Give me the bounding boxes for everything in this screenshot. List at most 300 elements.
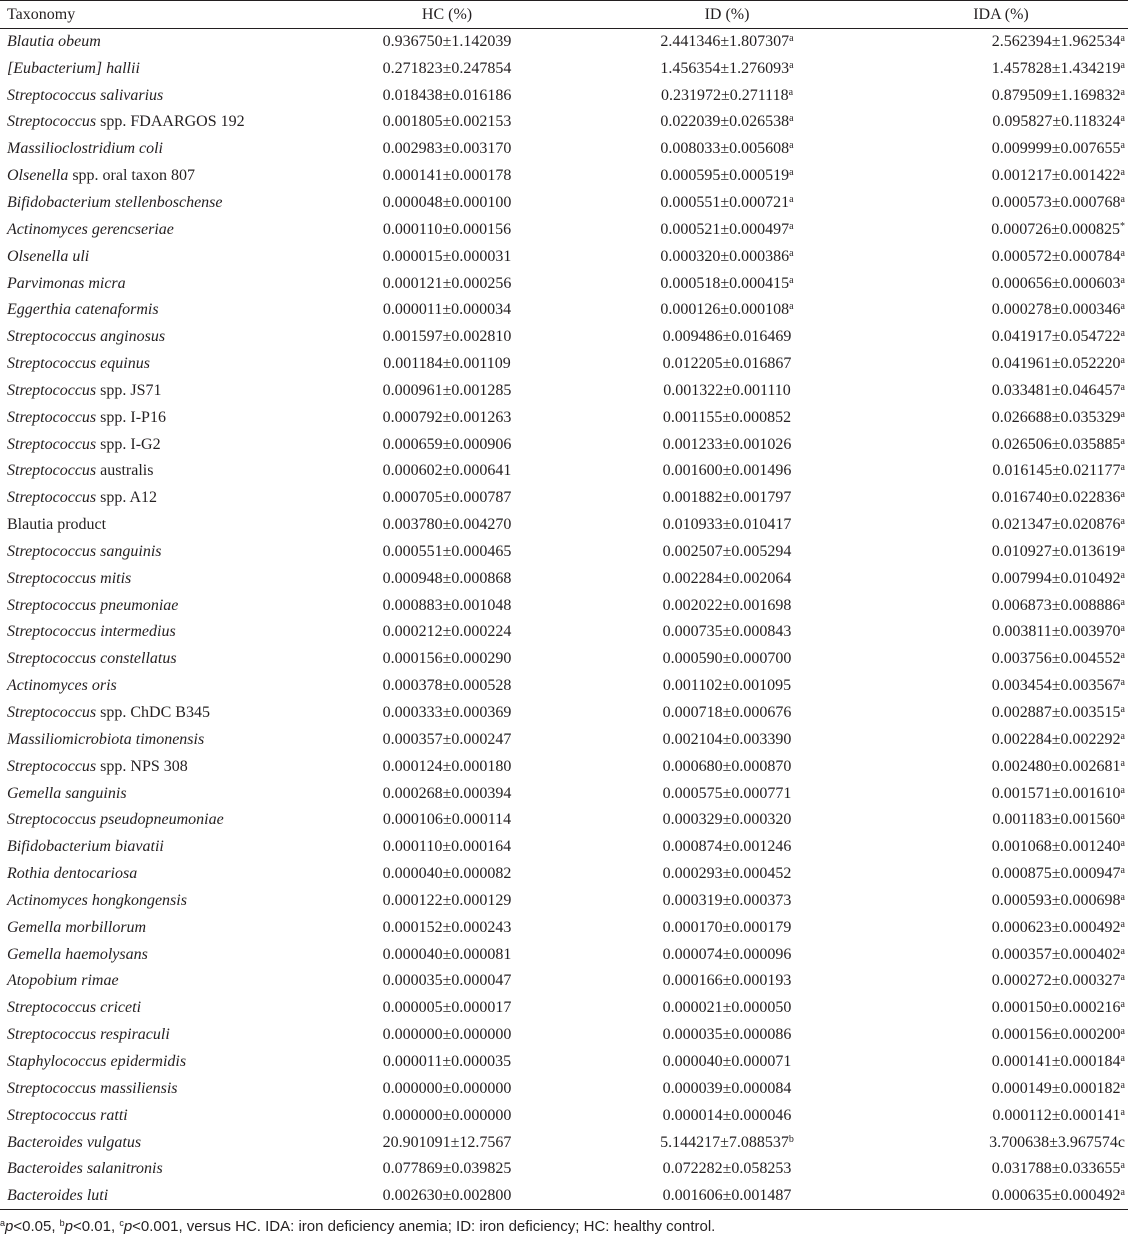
table-header-row (0, 1, 1128, 29)
ida-significance-mark: a (1120, 569, 1125, 581)
ida-cell (867, 1075, 1128, 1102)
footnote-c-mark: c (119, 1218, 124, 1228)
ida-cell (867, 646, 1128, 673)
id-value: 0.000595±0.000519 (660, 167, 790, 185)
id-value: 0.002104±0.003390 (662, 730, 792, 748)
id-value: 0.002022±0.001698 (662, 596, 792, 614)
taxon-italic-name: Atopobium rimae (7, 972, 119, 990)
ida-value: 0.000112±0.000141 (992, 1106, 1121, 1124)
table-row (0, 324, 1128, 351)
taxonomy-cell (0, 941, 307, 968)
taxonomy-cell (0, 190, 307, 217)
table-row (0, 163, 1128, 190)
ida-cell (867, 726, 1128, 753)
id-cell (587, 995, 867, 1022)
ida-significance-mark: a (1120, 408, 1125, 420)
hc-value: 0.271823±0.247854 (382, 59, 512, 77)
hc-cell (307, 941, 587, 968)
ida-value: 0.000726±0.000825 (991, 220, 1120, 238)
taxon-italic-name: Streptococcus (7, 113, 97, 131)
ida-cell (867, 324, 1128, 351)
hc-cell (307, 914, 587, 941)
hc-cell (307, 297, 587, 324)
id-cell (587, 646, 867, 673)
id-value: 0.000874±0.001246 (662, 838, 792, 856)
taxonomy-cell (0, 539, 307, 566)
ida-value: 0.000573±0.000768 (991, 193, 1121, 211)
hc-value: 0.000948±0.000868 (382, 569, 512, 587)
taxon-italic-name: Bacteroides luti (7, 1186, 109, 1204)
taxon-italic-name: Streptococcus (7, 408, 97, 426)
ida-cell (867, 485, 1128, 512)
taxonomy-cell (0, 565, 307, 592)
table-row (0, 243, 1128, 270)
table-row (0, 1129, 1128, 1156)
hc-cell (307, 485, 587, 512)
hc-value: 0.000005±0.000017 (382, 999, 512, 1017)
id-cell (587, 1129, 867, 1156)
ida-value: 0.000278±0.000346 (991, 301, 1121, 319)
ida-significance-mark: a (1120, 945, 1125, 957)
taxonomy-cell (0, 163, 307, 190)
id-cell (587, 780, 867, 807)
ida-value: 0.026506±0.035885 (991, 435, 1121, 453)
hc-cell (307, 726, 587, 753)
hc-value: 0.000040±0.000082 (382, 865, 512, 883)
ida-value: 0.001217±0.001422 (991, 167, 1121, 185)
taxon-italic-name: Bacteroides vulgatus (7, 1133, 142, 1151)
ida-cell (867, 216, 1128, 243)
ida-significance-mark: a (1120, 489, 1125, 501)
hc-value: 0.000011±0.000034 (382, 301, 512, 319)
ida-significance-mark: a (1120, 650, 1125, 662)
footnote-a-mark: a (0, 1218, 6, 1228)
hc-cell (307, 592, 587, 619)
id-cell (587, 673, 867, 700)
taxonomy-cell (0, 592, 307, 619)
taxon-italic-name: [Eubacterium] hallii (7, 59, 140, 77)
id-cell (587, 807, 867, 834)
id-value: 5.144217±7.088537 (660, 1133, 789, 1151)
ida-significance-mark: a (1120, 301, 1125, 313)
header-taxonomy: Taxonomy (0, 1, 307, 29)
id-significance-mark: a (789, 59, 794, 71)
ida-significance-mark: a (1120, 59, 1125, 71)
hc-value: 0.000110±0.000164 (382, 838, 512, 856)
taxon-italic-name: Gemella morbillorum (7, 918, 147, 936)
id-cell (587, 1075, 867, 1102)
ida-value: 0.003811±0.003970 (992, 623, 1121, 641)
id-value: 0.008033±0.005608 (660, 140, 790, 158)
taxonomy-cell (0, 861, 307, 888)
table-row (0, 726, 1128, 753)
hc-value: 0.000792±0.001263 (382, 408, 512, 426)
hc-cell (307, 1022, 587, 1049)
id-cell (587, 539, 867, 566)
taxonomy-cell (0, 377, 307, 404)
taxon-italic-name: Gemella sanguinis (7, 784, 127, 802)
id-cell (587, 565, 867, 592)
id-significance-mark: a (788, 86, 794, 98)
table-row (0, 941, 1128, 968)
taxonomy-cell (0, 458, 307, 485)
taxonomy-cell (0, 243, 307, 270)
hc-cell (307, 351, 587, 378)
id-significance-mark: a (789, 33, 794, 45)
hc-cell (307, 673, 587, 700)
table-row (0, 968, 1128, 995)
id-value: 0.000518±0.000415 (660, 274, 790, 292)
hc-value: 0.000141±0.000178 (382, 167, 512, 185)
taxonomy-cell (0, 29, 307, 56)
table-footnote (0, 1218, 715, 1235)
id-value: 0.012205±0.016867 (662, 355, 792, 373)
id-cell (587, 700, 867, 727)
ida-significance-mark: a (1120, 167, 1125, 179)
ida-significance-mark: a (1120, 113, 1125, 125)
taxonomy-cell (0, 512, 307, 539)
id-value: 0.000680±0.000870 (662, 757, 792, 775)
ida-significance-mark: a (1120, 1106, 1125, 1118)
taxon-italic-name: Streptococcus (7, 704, 97, 722)
id-significance-mark: a (789, 193, 794, 205)
table-row (0, 700, 1128, 727)
ida-value: 0.007994±0.010492 (991, 569, 1121, 587)
ida-cell (867, 351, 1128, 378)
ida-cell (867, 592, 1128, 619)
hc-value: 20.901091±12.7567 (382, 1133, 512, 1151)
taxon-suffix: spp. I-G2 (96, 435, 161, 453)
id-value: 0.000590±0.000700 (662, 650, 792, 668)
taxonomy-cell (0, 914, 307, 941)
id-value: 0.000166±0.000193 (662, 972, 792, 990)
id-value: 0.000735±0.000843 (662, 623, 792, 641)
table-row (0, 431, 1128, 458)
hc-cell (307, 861, 587, 888)
hc-value: 0.000602±0.000641 (382, 462, 512, 480)
id-value: 1.456354±1.276093 (660, 59, 790, 77)
taxonomy-cell (0, 109, 307, 136)
id-value: 0.000329±0.000320 (662, 811, 792, 829)
hc-value: 0.936750±1.142039 (382, 33, 512, 51)
ida-cell (867, 861, 1128, 888)
id-value: 0.231972±0.271118 (660, 86, 789, 104)
ida-value: 0.001183±0.001560 (992, 811, 1121, 829)
hc-cell (307, 512, 587, 539)
table-row (0, 780, 1128, 807)
footnote-c-text: <0.001, versus HC. IDA: iron deficiency anemia; ID: iron deficiency; HC: healthy control. (132, 1218, 716, 1235)
hc-value: 0.000040±0.000081 (382, 945, 512, 963)
footnote-a-p: p (5, 1218, 14, 1235)
taxon-italic-name: Streptococcus (7, 489, 97, 507)
ida-significance-mark: a (1120, 140, 1125, 152)
ida-cell (867, 404, 1128, 431)
id-cell (587, 1049, 867, 1076)
hc-cell (307, 807, 587, 834)
taxon-italic-name: Bacteroides salanitronis (7, 1160, 163, 1178)
taxonomy-cell (0, 297, 307, 324)
table-row (0, 404, 1128, 431)
hc-value: 0.000035±0.000047 (382, 972, 512, 990)
id-significance-mark: a (789, 220, 794, 232)
taxon-italic-name: Actinomyces gerencseriae (7, 220, 174, 238)
ida-cell (867, 780, 1128, 807)
hc-cell (307, 753, 587, 780)
table-row (0, 297, 1128, 324)
ida-cell (867, 914, 1128, 941)
table-row (0, 512, 1128, 539)
id-value: 0.000170±0.000179 (662, 918, 792, 936)
hc-value: 0.000357±0.000247 (382, 730, 512, 748)
taxonomy-cell (0, 888, 307, 915)
hc-value: 0.000961±0.001285 (382, 381, 512, 399)
id-cell (587, 136, 867, 163)
taxon-italic-name: Bifidobacterium biavatii (7, 838, 164, 856)
id-significance-mark: a (789, 301, 794, 313)
ida-value: 0.009999±0.007655 (991, 140, 1121, 158)
taxon-italic-name: Streptococcus respiraculi (7, 1026, 170, 1044)
ida-significance-mark: a (1120, 274, 1125, 286)
ida-significance-mark: a (1120, 999, 1125, 1011)
id-cell (587, 297, 867, 324)
hc-cell (307, 270, 587, 297)
id-significance-mark: b (788, 1133, 794, 1145)
ida-significance-mark: a (1120, 381, 1125, 393)
ida-value: 1.457828±1.434219 (991, 59, 1121, 77)
id-cell (587, 243, 867, 270)
taxon-italic-name: Staphylococcus epidermidis (7, 1052, 187, 1070)
id-cell (587, 753, 867, 780)
hc-value: 0.000110±0.000156 (382, 220, 512, 238)
id-cell (587, 351, 867, 378)
hc-value: 0.002983±0.003170 (382, 140, 512, 158)
id-significance-mark: a (789, 167, 794, 179)
ida-cell (867, 995, 1128, 1022)
hc-value: 0.018438±0.016186 (382, 86, 512, 104)
taxon-italic-name: Streptococcus criceti (7, 999, 142, 1017)
hc-value: 0.000212±0.000224 (382, 623, 512, 641)
id-cell (587, 968, 867, 995)
taxonomy-cell (0, 431, 307, 458)
ida-cell (867, 297, 1128, 324)
table-row (0, 888, 1128, 915)
table-row (0, 1156, 1128, 1183)
hc-value: 0.000883±0.001048 (382, 596, 512, 614)
id-value: 2.441346±1.807307 (660, 33, 790, 51)
ida-value: 0.002284±0.002292 (991, 730, 1121, 748)
ida-significance-mark: a (1120, 865, 1125, 877)
taxon-suffix: spp. oral taxon 807 (68, 167, 195, 185)
taxon-italic-name: Actinomyces hongkongensis (7, 891, 187, 909)
taxonomy-cell (0, 834, 307, 861)
hc-cell (307, 243, 587, 270)
hc-cell (307, 646, 587, 673)
ida-significance-mark: a (1120, 193, 1125, 205)
ida-significance-mark: a (1120, 1160, 1125, 1172)
id-value: 0.000035±0.000086 (662, 1026, 792, 1044)
footnote-b-mark: b (59, 1218, 65, 1228)
ida-cell (867, 243, 1128, 270)
id-cell (587, 109, 867, 136)
taxonomy-cell (0, 646, 307, 673)
hc-value: 0.000705±0.000787 (382, 489, 512, 507)
taxon-suffix: Blautia product (7, 516, 107, 534)
id-value: 0.000319±0.000373 (662, 891, 792, 909)
taxon-italic-name: Streptococcus massiliensis (7, 1079, 178, 1097)
id-value: 0.000551±0.000721 (660, 193, 790, 211)
hc-value: 0.000000±0.000000 (382, 1079, 512, 1097)
ida-significance-mark: a (1120, 972, 1125, 984)
table-row (0, 485, 1128, 512)
hc-value: 0.000015±0.000031 (382, 247, 512, 265)
taxon-italic-name: Streptococcus (7, 757, 97, 775)
taxonomy-cell (0, 351, 307, 378)
footnote-a-text: <0.05, (13, 1218, 60, 1235)
taxonomy-cell (0, 753, 307, 780)
id-cell (587, 163, 867, 190)
id-cell (587, 914, 867, 941)
id-value: 0.000014±0.000046 (662, 1106, 792, 1124)
ida-cell (867, 458, 1128, 485)
id-significance-mark: a (789, 274, 794, 286)
id-value: 0.009486±0.016469 (662, 328, 792, 346)
ida-significance-mark: a (1120, 838, 1125, 850)
id-value: 0.000040±0.000071 (662, 1052, 792, 1070)
ida-significance-mark: a (1120, 1079, 1125, 1091)
taxon-italic-name: Eggerthia catenaformis (7, 301, 159, 319)
id-cell (587, 270, 867, 297)
ida-value: 0.002480±0.002681 (991, 757, 1121, 775)
ida-value: 0.026688±0.035329 (991, 408, 1121, 426)
hc-value: 0.000000±0.000000 (382, 1026, 512, 1044)
hc-cell (307, 377, 587, 404)
ida-cell (867, 109, 1128, 136)
id-cell (587, 324, 867, 351)
table-row (0, 539, 1128, 566)
ida-significance-mark: a (1120, 811, 1125, 823)
taxonomy-cell (0, 780, 307, 807)
hc-cell (307, 216, 587, 243)
taxonomy-cell (0, 1075, 307, 1102)
hc-cell (307, 404, 587, 431)
table-row (0, 1102, 1128, 1129)
taxon-italic-name: Streptococcus constellatus (7, 650, 177, 668)
hc-cell (307, 29, 587, 56)
hc-cell (307, 565, 587, 592)
hc-cell (307, 109, 587, 136)
table-row (0, 619, 1128, 646)
hc-value: 0.000378±0.000528 (382, 677, 512, 695)
ida-significance-mark: a (1120, 516, 1125, 528)
ida-cell (867, 29, 1128, 56)
taxonomy-cell (0, 1049, 307, 1076)
id-cell (587, 1183, 867, 1210)
ida-value: 0.000623±0.000492 (991, 918, 1121, 936)
taxonomy-cell (0, 136, 307, 163)
taxonomy-cell (0, 1156, 307, 1183)
id-value: 0.001233±0.001026 (662, 435, 792, 453)
ida-value: 0.000141±0.000184 (991, 1052, 1121, 1070)
ida-value: 0.002887±0.003515 (991, 704, 1121, 722)
id-cell (587, 404, 867, 431)
ida-significance-mark: a (1120, 247, 1125, 259)
id-cell (587, 1022, 867, 1049)
hc-cell (307, 55, 587, 82)
hc-value: 0.000124±0.000180 (382, 757, 512, 775)
ida-significance-mark: a (1120, 704, 1125, 716)
hc-cell (307, 539, 587, 566)
hc-cell (307, 82, 587, 109)
hc-value: 0.001597±0.002810 (382, 328, 512, 346)
ida-significance-mark: a (1120, 757, 1125, 769)
taxonomy-cell (0, 619, 307, 646)
taxonomy-cell (0, 1022, 307, 1049)
table-row (0, 1049, 1128, 1076)
id-cell (587, 55, 867, 82)
table-row (0, 377, 1128, 404)
taxonomy-cell (0, 995, 307, 1022)
table-row (0, 753, 1128, 780)
taxon-italic-name: Bifidobacterium stellenboschense (7, 193, 223, 211)
id-value: 0.001600±0.001496 (662, 462, 792, 480)
hc-cell (307, 1183, 587, 1210)
taxonomy-cell (0, 82, 307, 109)
taxon-italic-name: Streptococcus mitis (7, 569, 132, 587)
hc-value: 0.000551±0.000465 (382, 542, 512, 560)
ida-value: 0.000149±0.000182 (991, 1079, 1121, 1097)
hc-cell (307, 700, 587, 727)
ida-significance-mark: a (1120, 1026, 1125, 1038)
id-cell (587, 82, 867, 109)
ida-significance-mark: a (1120, 1052, 1125, 1064)
ida-value: 0.095827±0.118324 (992, 113, 1121, 131)
table-row (0, 270, 1128, 297)
ida-cell (867, 190, 1128, 217)
taxonomy-cell (0, 968, 307, 995)
hc-cell (307, 431, 587, 458)
hc-cell (307, 968, 587, 995)
id-cell (587, 726, 867, 753)
ida-value: 0.021347±0.020876 (991, 516, 1121, 534)
taxon-suffix: spp. A12 (96, 489, 158, 507)
id-cell (587, 1102, 867, 1129)
taxon-italic-name: Olsenella (7, 167, 69, 185)
id-cell (587, 888, 867, 915)
ida-cell (867, 619, 1128, 646)
id-value: 0.000521±0.000497 (660, 220, 790, 238)
taxon-suffix: spp. JS71 (96, 381, 162, 399)
ida-cell (867, 431, 1128, 458)
id-cell (587, 1156, 867, 1183)
id-cell (587, 216, 867, 243)
table-row (0, 646, 1128, 673)
table-row (0, 861, 1128, 888)
ida-cell (867, 834, 1128, 861)
table-row (0, 351, 1128, 378)
taxonomy-cell (0, 55, 307, 82)
id-value: 0.000039±0.000084 (662, 1079, 792, 1097)
hc-value: 0.000156±0.000290 (382, 650, 512, 668)
table-row (0, 55, 1128, 82)
taxon-italic-name: Massilioclostridium coli (7, 140, 163, 158)
ida-significance-mark: a (1120, 542, 1125, 554)
ida-value: 0.879509±1.169832 (991, 86, 1121, 104)
ida-significance-mark: a (1120, 328, 1125, 340)
id-cell (587, 619, 867, 646)
ida-value: 0.000593±0.000698 (991, 891, 1121, 909)
table-row (0, 834, 1128, 861)
table-row (0, 29, 1128, 56)
